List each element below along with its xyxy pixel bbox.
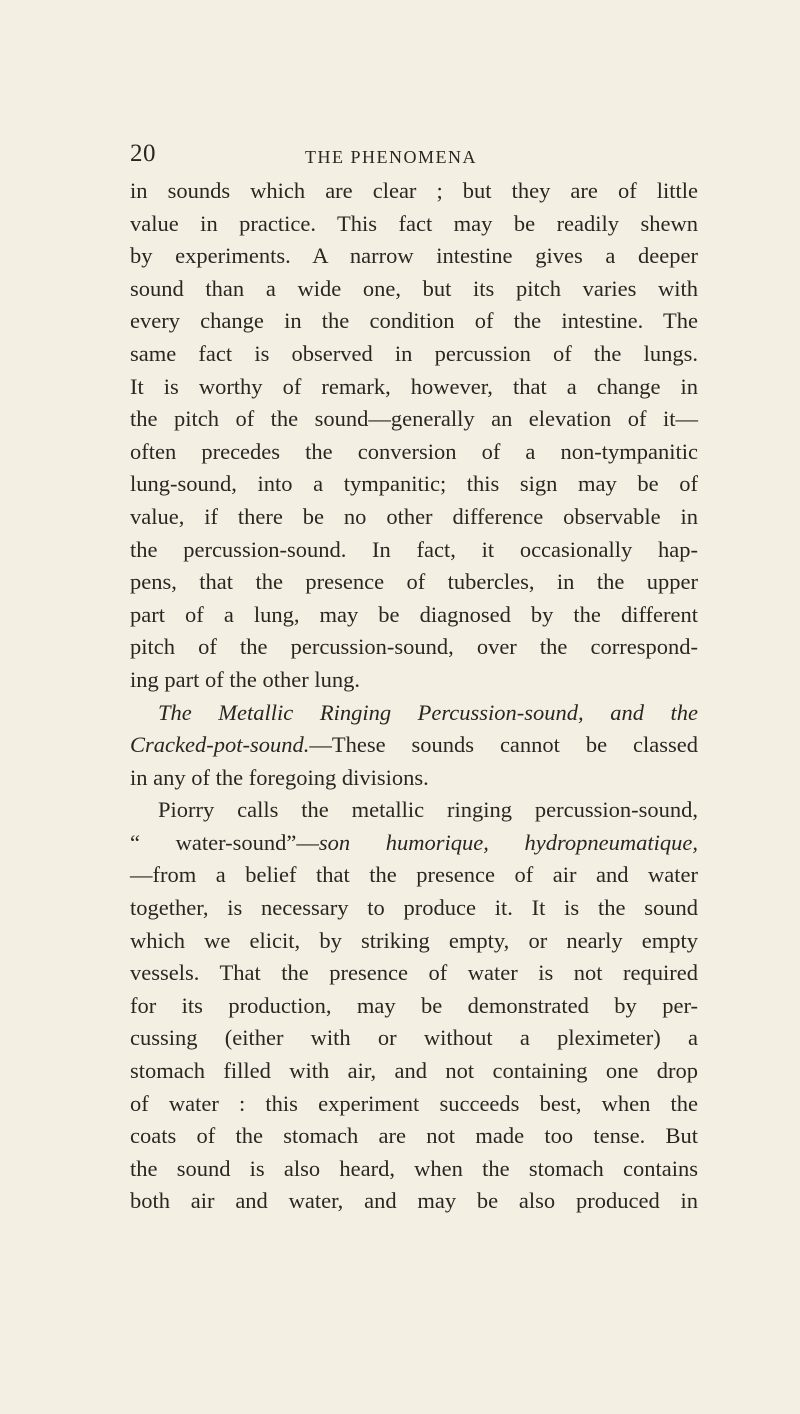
text-line-with-italic bbox=[130, 827, 698, 860]
text-line: for its production, may be demonstrated by per- bbox=[130, 992, 698, 1018]
text-line: every change in the condition of the intestine. The bbox=[130, 308, 698, 334]
quote-text: “ water-sound”— bbox=[130, 829, 319, 855]
italic-text: son humorique, hydropneumatique, bbox=[318, 829, 698, 855]
text-line: coats of the stomach are not made too tense. But bbox=[130, 1123, 698, 1149]
text-line: in sounds which are clear ; but they are of little bbox=[130, 178, 698, 203]
text-line: same fact is observed in percussion of the lungs. bbox=[130, 340, 698, 366]
section-heading-italic: Cracked-pot-sound. bbox=[130, 732, 310, 758]
text-line: pens, that the presence of tubercles, in the upper bbox=[130, 569, 698, 595]
text-line: stomach filled with air, and not containing one drop bbox=[130, 1058, 698, 1084]
text-line: It is worthy of remark, however, that a change in bbox=[130, 373, 698, 399]
text-line: the sound is also heard, when the stomach contains bbox=[130, 1155, 698, 1181]
text-line: value, if there be no other difference observable in bbox=[130, 503, 698, 529]
running-head: THE PHENOMENA bbox=[305, 147, 477, 167]
text-line: pitch of the percussion-sound, over the correspond- bbox=[130, 634, 698, 660]
text-line: in any of the foregoing divisions. bbox=[130, 764, 429, 790]
text-line: sound than a wide one, but its pitch varies with bbox=[130, 275, 698, 301]
body-text bbox=[130, 175, 698, 1218]
text-line: vessels. That the presence of water is not required bbox=[130, 960, 698, 986]
text-line: together, is necessary to produce it. It is the sound bbox=[130, 895, 698, 921]
text-line: part of a lung, may be diagnosed by the different bbox=[130, 601, 698, 627]
text-line: often precedes the conversion of a non-tympanitic bbox=[130, 438, 698, 464]
text-line: value in practice. This fact may be readily shewn bbox=[130, 210, 698, 236]
page-number: 20 bbox=[130, 140, 156, 167]
text-line: ing part of the other lung. bbox=[130, 666, 360, 692]
text-line: of water : this experiment succeeds best, when the bbox=[130, 1090, 698, 1116]
text-line: which we elicit, by striking empty, or nearly empty bbox=[130, 927, 698, 953]
text-line: the percussion-sound. In fact, it occasionally hap- bbox=[130, 536, 698, 562]
section-heading-rest: —These sounds cannot be classed bbox=[309, 732, 698, 758]
text-line: the pitch of the sound—generally an elevation of it— bbox=[130, 406, 698, 432]
section-heading-continued bbox=[130, 729, 698, 762]
text-line: both air and water, and may be also produced in bbox=[130, 1188, 698, 1214]
text-line: by experiments. A narrow intestine gives a deeper bbox=[130, 243, 698, 269]
section-heading: The Metallic Ringing Percussion-sound, and the bbox=[158, 699, 698, 725]
text-line: —from a belief that the presence of air and water bbox=[130, 862, 698, 888]
text-line: lung-sound, into a tympanitic; this sign may be of bbox=[130, 471, 698, 497]
paragraph-start: Piorry calls the metallic ringing percussion-sound, bbox=[158, 797, 698, 823]
text-line: cussing (either with or without a pleximeter) a bbox=[130, 1025, 698, 1051]
